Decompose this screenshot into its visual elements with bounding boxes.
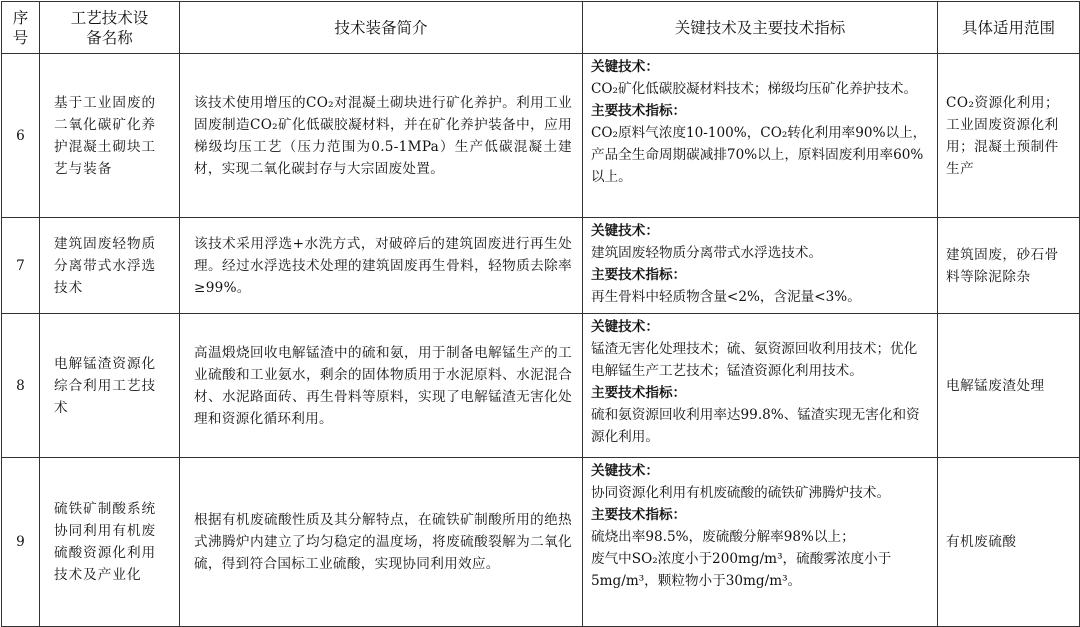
main-index-text: 再生骨料中轻质物含量<2%，含泥量<3%。 [591,289,861,305]
applicable-scope: 有机废硫酸 [938,458,1080,627]
key-technology-text: CO₂矿化低碳胶凝材料技术；梯级均压矿化养护技术。 [591,81,918,97]
process-name: 硫铁矿制酸系统协同利用有机废硫酸资源化利用技术及产业化 [40,458,180,627]
header-scope: 具体适用范围 [938,2,1080,54]
key-technology-label: 关键技术： [591,59,659,75]
table-row [2,218,1080,314]
applicable-scope: 建筑固废，砂石骨料等除泥除杂 [938,218,1080,314]
key-technology-label: 关键技术： [591,319,659,335]
main-index-text: 硫和氨资源回收利用率达99.8%、锰渣实现无害化和资源化利用。 [591,407,920,445]
table-row [2,458,1080,627]
description: 根据有机废硫酸性质及其分解特点，在硫铁矿制酸所用的绝热式沸腾炉内建立了均匀稳定的温度场，将废硫酸裂解为二氧化硫，得到符合国标工业硫酸，实现协同利用效应。 [180,458,583,627]
table-row [2,54,1080,218]
header-description: 技术装备简介 [180,2,583,54]
key-technology-label: 关键技术： [591,463,659,479]
description: 该技术采用浮选+水洗方式，对破碎后的建筑固废进行再生处理。经过水浮选技术处理的建筑固废再生骨料，轻物质去除率≥99%。 [180,218,583,314]
header-process-name: 工艺技术设备名称 [40,2,180,54]
description: 该技术使用增压的CO₂对混凝土砌块进行矿化养护。利用工业固废制造CO₂矿化低碳胶凝材料，并在矿化养护装备中，应用梯级均压工艺（压力范围为0.5-1MPa）生产低碳混凝土建材，实现二氧化碳封存与大宗固废处置。 [180,54,583,218]
row-number: 9 [2,458,40,627]
key-technology-cell [583,54,938,218]
process-name: 基于工业固废的二氧化碳矿化养护混凝土砌块工艺与装备 [40,54,180,218]
row-number: 7 [2,218,40,314]
key-technology-cell [583,314,938,458]
header-serial-number: 序号 [2,2,40,54]
description: 高温煅烧回收电解锰渣中的硫和氨，用于制备电解锰生产的工业硫酸和工业氨水，剩余的固体物质用于水泥原料、水泥混合材、水泥路面砖、再生骨料等原料，实现了电解锰渣无害化处理和资源化循环利用。 [180,314,583,458]
table-header-row [2,2,1080,54]
process-name: 电解锰渣资源化综合利用工艺技术 [40,314,180,458]
main-index-text-continued: 废气中SO₂浓度小于200mg/m³，硫酸雾浓度小于5mg/m³，颗粒物小于30mg/m³。 [591,551,892,589]
main-index-label: 主要技术指标： [591,507,687,523]
main-index-label: 主要技术指标： [591,103,687,119]
key-technology-cell [583,458,938,627]
row-number: 6 [2,54,40,218]
technology-table [1,1,1080,627]
key-technology-text: 锰渣无害化处理技术；硫、氨资源回收利用技术；优化电解锰生产工艺技术；锰渣资源化利用技术。 [591,341,918,379]
applicable-scope: CO₂资源化利用；工业固废资源化利用；混凝土预制件生产 [938,54,1080,218]
main-index-text: 硫烧出率98.5%，废硫酸分解率98%以上； [591,529,855,545]
table-row [2,314,1080,458]
header-key-technology: 关键技术及主要技术指标 [583,2,938,54]
main-index-label: 主要技术指标： [591,267,687,283]
key-technology-text: 建筑固废轻物质分离带式水浮选技术。 [591,245,823,261]
main-index-label: 主要技术指标： [591,385,687,401]
key-technology-cell [583,218,938,314]
key-technology-text: 协同资源化利用有机废硫酸的硫铁矿沸腾炉技术。 [591,485,891,501]
process-name: 建筑固废轻物质分离带式水浮选技术 [40,218,180,314]
applicable-scope: 电解锰废渣处理 [938,314,1080,458]
main-index-text: CO₂原料气浓度10-100%，CO₂转化利用率90%以上，产品全生命周期碳减排70%以上，原料固废利用率60%以上。 [591,125,927,185]
key-technology-label: 关键技术： [591,223,659,239]
row-number: 8 [2,314,40,458]
